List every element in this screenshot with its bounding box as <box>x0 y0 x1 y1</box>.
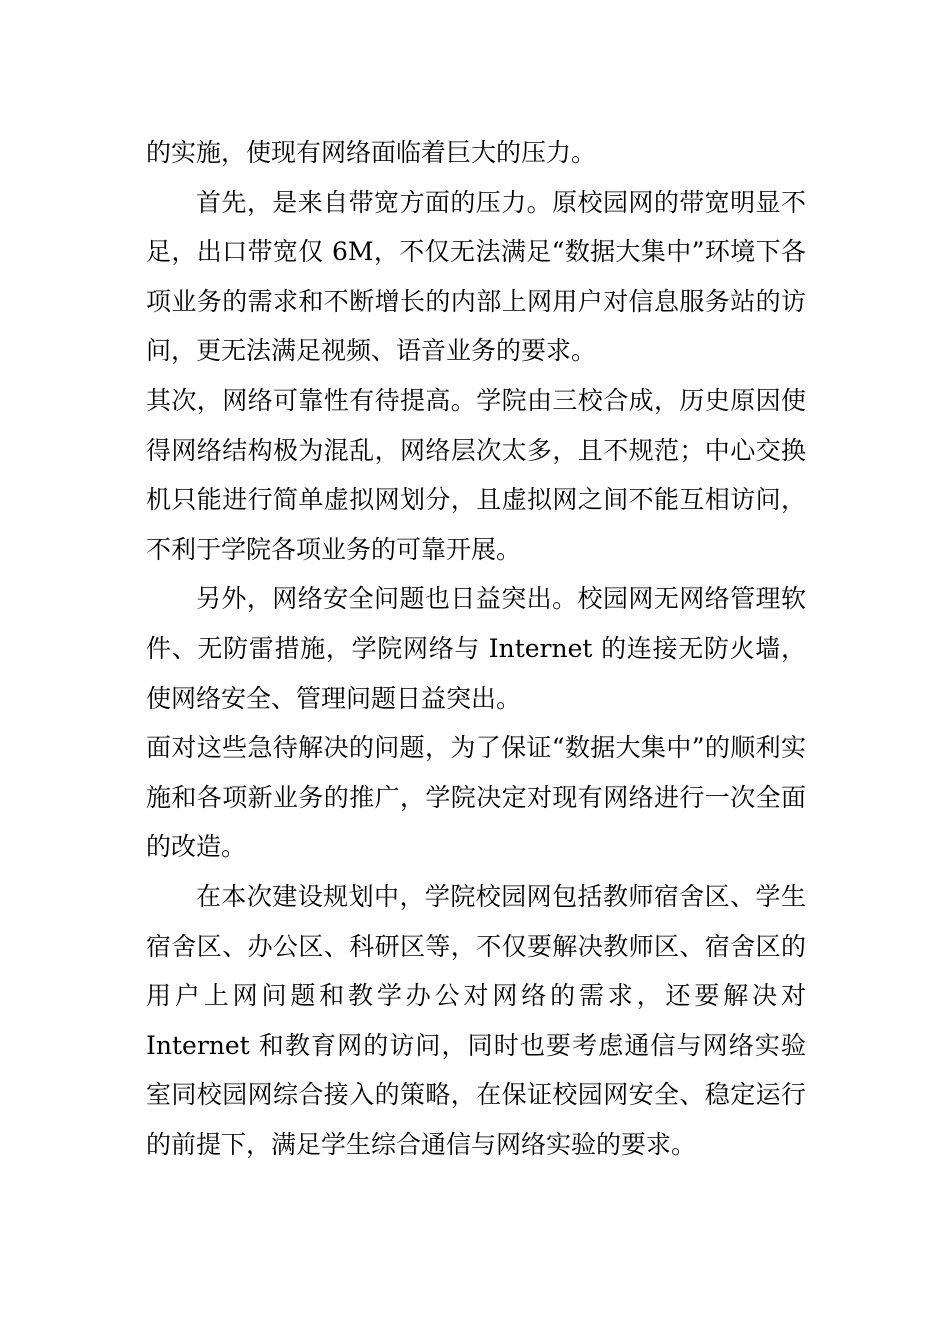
paragraph-2: 首先，是来自带宽方面的压力。原校园网的带宽明显不足，出口带宽仅 6M，不仅无法满足“数据大集中”环境下各项业务的需求和不断增长的内部上网用户对信息服务站的访问，更无法满足视频、语音业务的要求。 <box>146 187 806 366</box>
document-body <box>146 128 806 1169</box>
paragraph-1: 的实施，使现有网络面临着巨大的压力。 <box>146 138 597 167</box>
paragraph-3: 其次，网络可靠性有待提高。学院由三校合成，历史原因使得网络结构极为混乱，网络层次太多，且不规范；中心交换机只能进行简单虚拟网划分，且虚拟网之间不能互相访问，不利于学院各项业务的可靠开展。 <box>146 385 806 564</box>
paragraph-6: 在本次建设规划中，学院校园网包括教师宿舍区、学生宿舍区、办公区、科研区等，不仅要解决教师区、宿舍区的用户上网问题和教学办公对网络的需求，还要解决对 Internet 和教育网的访问，同时也要考虑通信与网络实验室同校园网综合接入的策略，在保证校园网安全、稳定运行的前提下，满足学生综合通信与网络实验的要求。 <box>146 881 806 1159</box>
paragraph-5: 面对这些急待解决的问题，为了保证“数据大集中”的顺利实施和各项新业务的推广，学院决定对现有网络进行一次全面的改造。 <box>146 733 806 862</box>
paragraph-4: 另外，网络安全问题也日益突出。校园网无网络管理软件、无防雷措施，学院网络与 Internet 的连接无防火墙，使网络安全、管理问题日益突出。 <box>146 584 806 713</box>
